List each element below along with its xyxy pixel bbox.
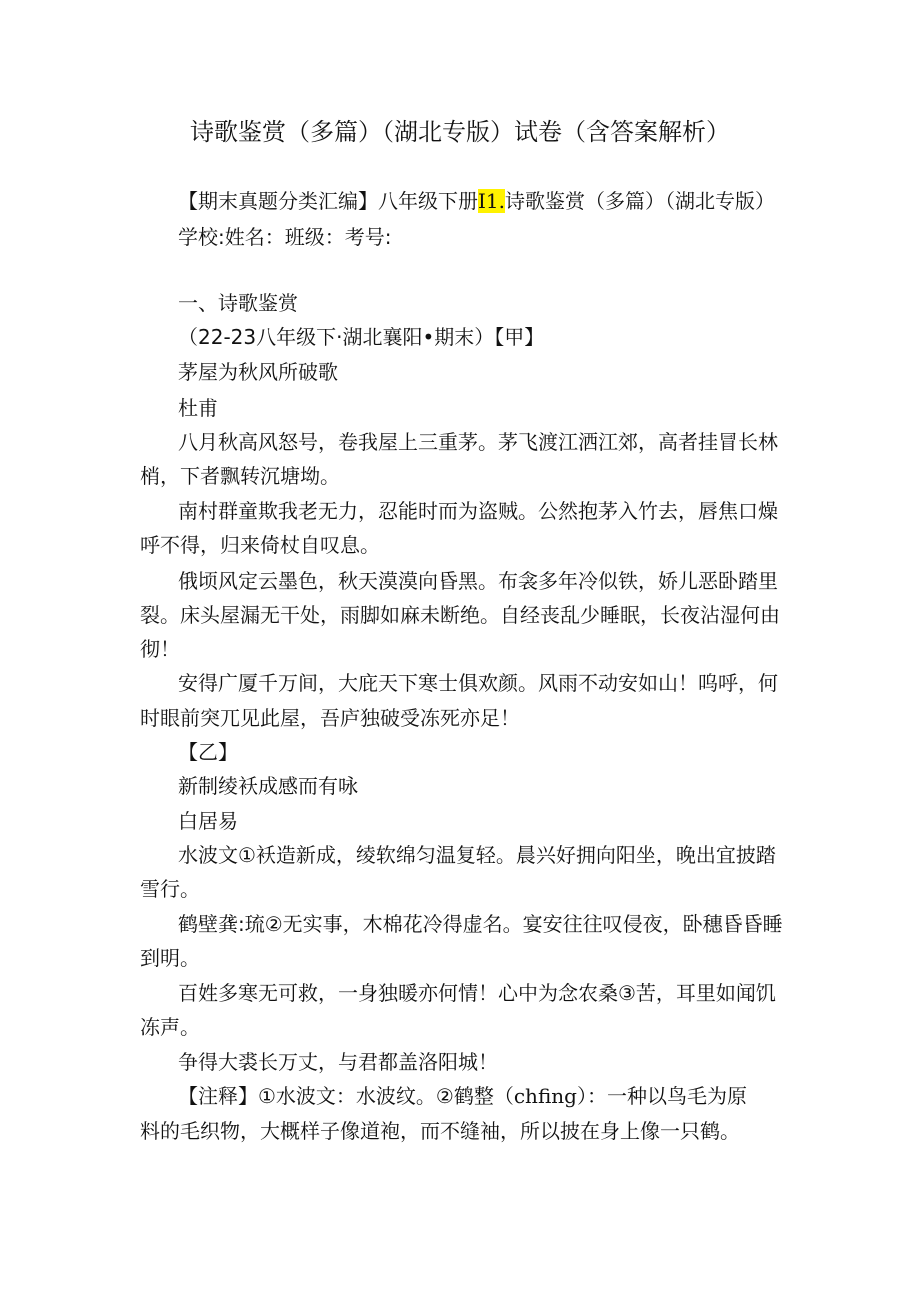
poem1-title: 茅屋为秋风所破歌 [178,360,338,384]
poem2-author: 白居易 [178,809,238,833]
poem2-line-3: 鹤壁龚:琉②无实事，木棉花冷得虚名。宴安往往叹侵夜，卧穗昏昏睡 [178,912,783,936]
document-title: 诗歌鉴赏（多篇）（湖北专版）试卷（含答案解析） [190,118,730,146]
poem1-line-9: 时眼前突兀见此屋，吾庐独破受冻死亦足！ [140,706,520,730]
section-heading: 一、诗歌鉴赏 [178,291,298,315]
poem2-title: 新制绫袄成感而有咏 [178,774,358,798]
part2-label: 【乙】 [178,740,238,764]
subtitle-prefix: 【期末真题分类汇编】八年级下册 [178,189,478,213]
annotation-line-1 [178,1081,747,1111]
annotation-prefix: 【注释】①水波文：水波纹。②鹤整 [178,1084,494,1108]
poem1-line-5: 俄顷风定云墨色，秋天漠漠向昏黑。布衾多年冷似铁，娇儿恶卧踏里 [178,569,778,593]
subtitle-highlight-marker: I1. [478,189,505,213]
poem1-author: 杜甫 [178,396,218,420]
annotation-suffix: ：一种以鸟毛为原 [586,1084,747,1108]
subtitle-line [178,186,775,216]
poem1-line-8: 安得广厦千万间，大庇天下寒士俱欢颜。风雨不动安如山！呜呼，何 [178,671,778,695]
poem2-line-1: 水波文①袄造新成，绫软绵匀温复轻。晨兴好拥向阳坐，晚出宜披踏 [178,843,776,867]
poem1-line-3: 南村群童欺我老无力，忍能时而为盗贼。公然抱茅入竹去，唇焦口燥 [178,499,778,523]
poem1-line-7: 彻！ [140,637,180,661]
question-source: （22-23八年级下·湖北襄阳•期末）【甲】 [178,325,545,349]
poem2-line-7: 争得大裘长万丈，与君都盖洛阳城！ [178,1050,498,1074]
school-info-line: 学校:姓名：班级：考号: [178,225,392,249]
subtitle-suffix: 诗歌鉴赏（多篇）（湖北专版） [504,189,775,213]
poem1-line-4: 呼不得，归来倚杖自叹息。 [140,533,380,557]
annotation-pinyin: （chfing） [493,1084,587,1108]
poem1-line-1: 八月秋高风怒号，卷我屋上三重茅。茅飞渡江洒江郊，高者挂冒长林 [178,430,778,454]
poem2-line-6: 冻声。 [140,1015,200,1039]
annotation-line-2: 料的毛织物，大概样子像道袍，而不缝袖，所以披在身上像一只鹤。 [140,1119,740,1143]
poem1-line-6: 裂。床头屋漏无干处，雨脚如麻未断绝。自经丧乱少睡眠，长夜沾湿何由 [140,603,780,627]
poem2-line-4: 到明。 [140,946,200,970]
poem2-line-2: 雪行。 [140,877,200,901]
poem2-line-5: 百姓多寒无可救，一身独暖亦何情！心中为念农桑③苦，耳里如闻饥 [178,981,776,1005]
poem1-line-2: 梢，下者飘转沉塘坳。 [140,464,340,488]
